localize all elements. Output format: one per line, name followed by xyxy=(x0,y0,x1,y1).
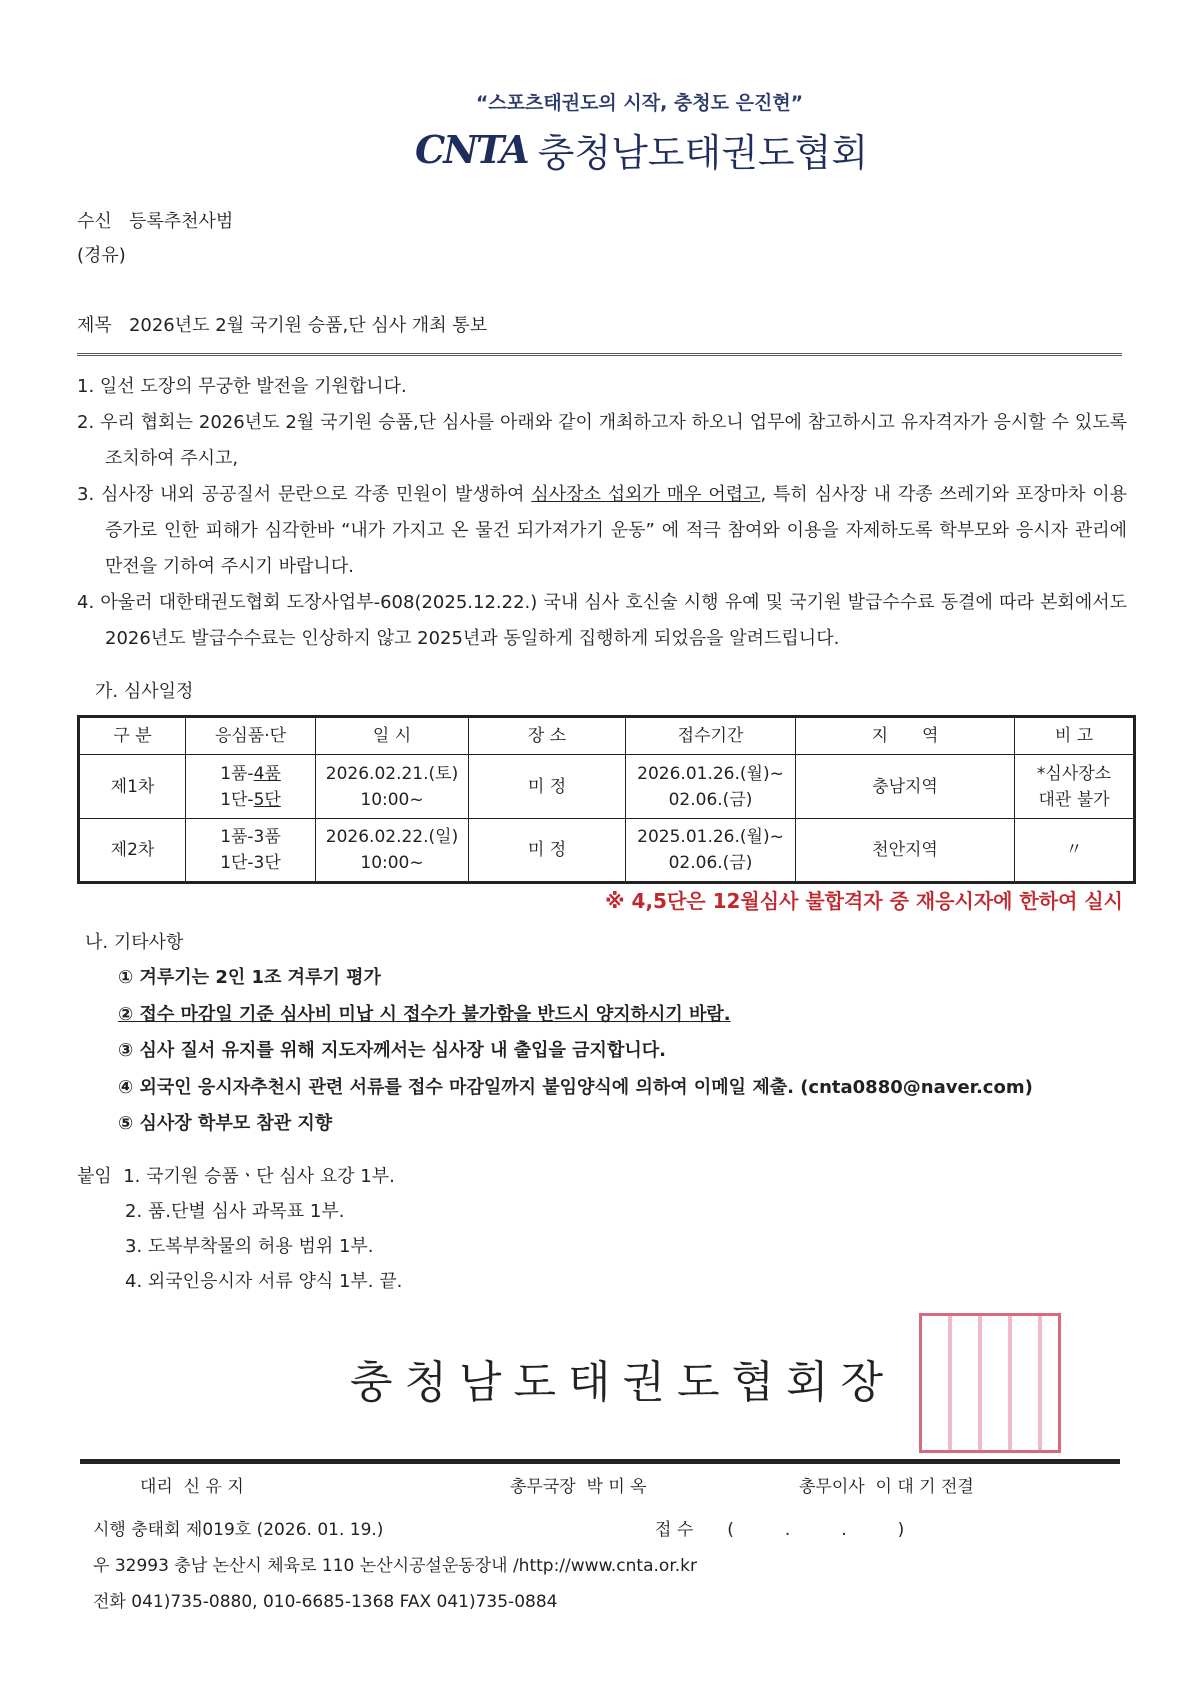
divider xyxy=(77,353,1122,357)
pum-max: 4품 xyxy=(253,763,281,784)
cell-round: 제2차 xyxy=(79,819,186,883)
signature-rule xyxy=(80,1459,1120,1464)
body xyxy=(77,369,1127,657)
item-text: 일선 도장의 무궁한 발전을 기원합니다. xyxy=(99,376,407,397)
date: 2026.02.21.(토) xyxy=(325,763,459,784)
phone: 전화 041)735-0880, 010-6685-1368 FAX 041)735-0884 xyxy=(93,1591,558,1612)
item-text: 심사장 내외 공공질서 문란으로 각종 민원이 발생하여 xyxy=(101,484,532,505)
cell-rank xyxy=(186,819,316,883)
list-item: ④ 외국인 응시자추천시 관련 서류를 접수 마감일까지 붙임양식에 의하여 이메일 제출. (cnta0880@naver.com) xyxy=(118,1076,1033,1098)
item-text: 아울러 대한태권도협회 도장사업부-608(2025.12.22.) 국내 심사 호신술 시행 유예 및 국기원 발급수수료 동결에 따라 본회에서도 2026년도 발급수수료는 인상하지 않고 2025년과 동일하게 집행하게 되었음을 알려드립니다. xyxy=(100,592,1127,649)
signature-block xyxy=(77,1313,1133,1453)
period-end: 02.06.(금) xyxy=(668,853,753,873)
body-item xyxy=(77,585,1127,657)
cell-datetime xyxy=(316,819,469,883)
approval-name: 박 미 옥 xyxy=(586,1476,647,1497)
column-header: 접수기간 xyxy=(626,717,796,755)
column-header: 일 시 xyxy=(316,717,469,755)
dan-max: 5단 xyxy=(253,789,281,810)
attachment-item: 2. 품.단별 심사 과목표 1부. xyxy=(125,1200,345,1222)
body-item xyxy=(77,405,1127,477)
cell-datetime xyxy=(316,755,469,819)
via: (경유) xyxy=(77,245,126,266)
document-body xyxy=(77,205,1133,1620)
column-header: 비 고 xyxy=(1015,717,1135,755)
attachment-item: 4. 외국인응시자 서류 양식 1부. 끝. xyxy=(125,1270,403,1292)
approval-role: 총무국장 xyxy=(510,1476,576,1497)
date: 2026.02.22.(일) xyxy=(325,827,459,847)
body-item xyxy=(77,477,1127,585)
subject-value: 2026년도 2월 국기원 승품,단 심사 개최 통보 xyxy=(128,315,488,336)
table-row xyxy=(79,755,1135,819)
approval-1 xyxy=(77,1470,447,1504)
attachments-label: 붙임 xyxy=(77,1165,112,1187)
note: *심사장소 xyxy=(1036,763,1112,784)
approval-name: 신 유 지 xyxy=(183,1476,244,1497)
pum-range: 1품- xyxy=(220,763,254,784)
attachment-item: 3. 도복부착물의 허용 범위 1부. xyxy=(125,1235,374,1257)
list-item: ③ 심사 질서 유지를 위해 지도자께서는 심사장 내 출입을 금지합니다. xyxy=(118,1040,666,1061)
schedule-heading: 가. 심사일정 xyxy=(95,681,194,702)
address: 우 32993 충남 논산시 체육로 110 논산시공설운동장내 /http://www.cnta.or.kr xyxy=(93,1555,697,1576)
recipient xyxy=(77,205,1133,239)
schedule-footnote: ※ 4,5단은 12월심사 불합격자 중 재응시자에 한하여 실시 xyxy=(605,889,1123,913)
item-number: 1. xyxy=(77,376,95,397)
time: 10:00~ xyxy=(360,789,424,810)
footer-line-1 xyxy=(77,1512,1133,1548)
cell-region: 충남지역 xyxy=(796,755,1015,819)
recipient-label: 수신 xyxy=(77,211,112,232)
note: 대관 불가 xyxy=(1038,789,1110,810)
column-header: 장 소 xyxy=(469,717,626,755)
column-header: 응심품·단 xyxy=(186,717,316,755)
period-start: 2026.01.26.(월)~ xyxy=(637,763,784,784)
list-item: ① 겨루기는 2인 1조 겨루기 평가 xyxy=(118,967,381,988)
receipt: 접 수 ( . . ) xyxy=(655,1519,905,1540)
approvals xyxy=(77,1470,1133,1504)
column-header: 지 역 xyxy=(796,717,1015,755)
list-item: ⑤ 심사장 학부모 참관 지향 xyxy=(118,1113,333,1134)
other-list xyxy=(77,960,1133,1143)
cell-note: 〃 xyxy=(1015,819,1135,883)
item-text-underlined: 심사장소 섭외가 매우 어렵고 xyxy=(531,484,761,505)
cell-rank xyxy=(186,755,316,819)
cell-period xyxy=(626,819,796,883)
column-header: 구 분 xyxy=(79,717,186,755)
item-text: , 특히 심사장 내 각종 쓰레기와 포장마차 이용 증가로 인한 피해가 심각한바 “내가 가지고 온 물건 되가져가기 운동” 에 적극 참여와 이용을 자제하도록 학부모와 응시자 관리에 만전을 기하여 주시기 바랍니다. xyxy=(105,484,1127,577)
cell-region: 천안지역 xyxy=(796,819,1015,883)
table-row xyxy=(79,819,1135,883)
time: 10:00~ xyxy=(360,853,424,873)
list-item: ② 접수 마감일 기준 심사비 미납 시 접수가 불가함을 반드시 양지하시기 바람. xyxy=(118,1003,731,1025)
cell-period xyxy=(626,755,796,819)
letterhead xyxy=(415,122,868,177)
subject-label: 제목 xyxy=(77,315,112,336)
period-end: 02.06.(금) xyxy=(668,789,753,810)
cell-place: 미 정 xyxy=(469,755,626,819)
slogan: “스포츠태권도의 시작, 충청도 은진현” xyxy=(475,92,804,114)
item-number: 2. xyxy=(77,412,95,433)
period-start: 2025.01.26.(월)~ xyxy=(637,827,784,847)
approval-role: 총무이사 xyxy=(799,1476,865,1497)
item-number: 3. xyxy=(77,484,95,505)
recipient-value: 등록추천사범 xyxy=(128,211,234,232)
signature-title: 충청남도태권도협회장 xyxy=(350,1356,896,1408)
other-heading: 나. 기타사항 xyxy=(85,932,184,953)
cnta-logo: CNTA xyxy=(415,127,528,172)
dan-range: 1단-3단 xyxy=(220,853,281,873)
pum-range: 1품-3품 xyxy=(220,827,281,847)
attachment-item: 1. 국기원 승품ㆍ단 심사 요강 1부. xyxy=(123,1165,395,1187)
item-text: 우리 협회는 2026년도 2월 국기원 승품,단 심사를 아래와 같이 개최하고자 하오니 업무에 참고하시고 유자격자가 응시할 수 있도록 조치하여 주시고, xyxy=(100,412,1127,469)
schedule-table xyxy=(77,715,1136,884)
body-item xyxy=(77,369,1127,405)
doc-number: 시행 충태회 제019호 (2026. 01. 19.) xyxy=(93,1519,384,1540)
approval-3 xyxy=(799,1470,974,1504)
approval-2 xyxy=(447,1470,799,1504)
official-seal-stamp xyxy=(919,1313,1061,1453)
cell-place: 미 정 xyxy=(469,819,626,883)
approval-role: 대리 xyxy=(140,1476,173,1497)
org-name: 충청남도태권도협회 xyxy=(537,131,869,175)
item-number: 4. xyxy=(77,592,95,613)
cell-round: 제1차 xyxy=(79,755,186,819)
cell-note xyxy=(1015,755,1135,819)
attachments xyxy=(77,1159,1133,1299)
dan-range: 1단- xyxy=(220,789,254,810)
subject xyxy=(77,309,1133,343)
approval-name: 이 대 기 전결 xyxy=(875,1476,974,1497)
table-header xyxy=(79,717,1135,755)
